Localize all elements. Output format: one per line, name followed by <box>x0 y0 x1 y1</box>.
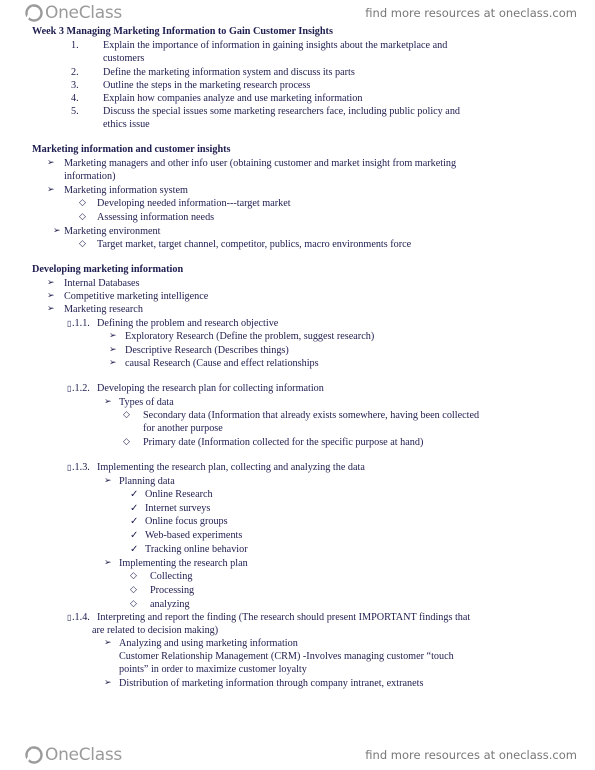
list-item: Tracking online behavior <box>145 544 248 555</box>
bullet-text: Marketing environment <box>64 226 161 237</box>
objective-number: 5. <box>71 106 79 117</box>
missing-glyph-icon: ▯ <box>67 319 72 328</box>
checkmark-icon: ✓ <box>130 489 139 500</box>
bullet-text: information) <box>64 171 116 182</box>
objective-text: Explain the importance of information in gaining insights about the marketplace and <box>103 40 448 51</box>
bullet-text: Marketing research <box>64 304 143 315</box>
list-item: Exploratory Research (Define the problem, suggest research) <box>125 331 375 342</box>
bullet-text: Marketing managers and other info user (obtaining customer and market insight from marketing <box>64 158 457 169</box>
arrow-bullet-icon: ➢ <box>109 331 117 341</box>
arrow-bullet-icon: ➢ <box>104 638 112 648</box>
diamond-bullet-icon: ◇ <box>79 198 86 208</box>
diamond-bullet-icon: ◇ <box>123 410 130 420</box>
section-heading: Marketing information and customer insights <box>32 144 231 155</box>
arrow-bullet-icon: ➢ <box>47 278 55 288</box>
checkmark-icon: ✓ <box>130 544 139 555</box>
list-item: Processing <box>150 585 195 596</box>
logo-text: OneClass <box>45 3 122 23</box>
list-item: Analyzing and using marketing information <box>119 638 298 649</box>
missing-glyph-icon: ▯ <box>67 463 72 472</box>
subsection-number: .1.2. <box>72 383 90 394</box>
sub-bullet-text: Developing needed information---target market <box>97 198 291 209</box>
list-item: Planning data <box>119 476 175 487</box>
objective-number: 4. <box>71 93 79 104</box>
list-item: Collecting <box>150 571 193 582</box>
subsection-title: Interpreting and report the finding (The research should present IMPORTANT findings that <box>97 612 471 623</box>
objective-text: customers <box>103 53 145 64</box>
page-footer <box>0 742 595 768</box>
document-title: Week 3 Managing Marketing Information to Gain Customer Insights <box>32 26 333 37</box>
list-item: points” in order to maximize customer loyalty <box>119 664 307 675</box>
arrow-bullet-icon: ➢ <box>53 226 61 236</box>
subsection-title: Implementing the research plan, collecting and analyzing the data <box>97 462 365 473</box>
subsection-title: Defining the problem and research objective <box>97 318 279 329</box>
list-item: Online Research <box>145 489 213 500</box>
diamond-bullet-icon: ◇ <box>130 599 137 609</box>
objective-number: 2. <box>71 67 79 78</box>
oneclass-logo[interactable] <box>24 744 122 766</box>
diamond-bullet-icon: ◇ <box>79 239 86 249</box>
find-more-link[interactable]: find more resources at oneclass.com <box>365 748 577 762</box>
list-item: Internet surveys <box>145 503 211 514</box>
arrow-bullet-icon: ➢ <box>109 345 117 355</box>
list-item: Distribution of marketing information through company intranet, extranets <box>119 678 424 689</box>
arrow-bullet-icon: ➢ <box>47 291 55 301</box>
arrow-bullet-icon: ➢ <box>104 397 112 407</box>
arrow-bullet-icon: ➢ <box>47 158 55 168</box>
bullet-text: Internal Databases <box>64 278 140 289</box>
arrow-bullet-icon: ➢ <box>104 558 112 568</box>
subsection-number: .1.1. <box>72 318 90 329</box>
checkmark-icon: ✓ <box>130 516 139 527</box>
objective-number: 3. <box>71 80 79 91</box>
objective-text: Explain how companies analyze and use marketing information <box>103 93 363 104</box>
diamond-bullet-icon: ◇ <box>130 571 137 581</box>
subsection-title: are related to decision making) <box>92 625 219 636</box>
arrow-bullet-icon: ➢ <box>104 678 112 688</box>
diamond-bullet-icon: ◇ <box>79 212 86 222</box>
logo-text: OneClass <box>45 745 122 765</box>
list-item: Secondary data (Information that already exists somewhere, having been collected <box>143 410 480 421</box>
diamond-bullet-icon: ◇ <box>123 437 130 447</box>
sub-bullet-text: Assessing information needs <box>97 212 215 223</box>
objective-text: Discuss the special issues some marketing researchers face, including public policy and <box>103 106 461 117</box>
list-item: analyzing <box>150 599 190 610</box>
missing-glyph-icon: ▯ <box>67 384 72 393</box>
section-heading: Developing marketing information <box>32 264 184 275</box>
checkmark-icon: ✓ <box>130 530 139 541</box>
objective-text: ethics issue <box>103 119 150 130</box>
bullet-text: Competitive marketing intelligence <box>64 291 209 302</box>
arrow-bullet-icon: ➢ <box>47 185 55 195</box>
checkmark-icon: ✓ <box>130 503 139 514</box>
oneclass-logo-icon <box>24 745 44 765</box>
list-item: Types of data <box>119 397 174 408</box>
missing-glyph-icon: ▯ <box>67 613 72 622</box>
list-item: Online focus groups <box>145 516 228 527</box>
list-item: Primary date (Information collected for the specific purpose at hand) <box>143 437 424 448</box>
diamond-bullet-icon: ◇ <box>130 585 137 595</box>
objective-number: 1. <box>71 40 79 51</box>
list-item: Customer Relationship Management (CRM) -Involves managing customer “touch <box>119 651 454 662</box>
arrow-bullet-icon: ➢ <box>109 358 117 368</box>
objective-text: Define the marketing information system and discuss its parts <box>103 67 355 78</box>
arrow-bullet-icon: ➢ <box>47 304 55 314</box>
subsection-title: Developing the research plan for collecting information <box>97 383 324 394</box>
sub-bullet-text: Target market, target channel, competitor, publics, macro environments force <box>97 239 412 250</box>
arrow-bullet-icon: ➢ <box>104 476 112 486</box>
subsection-number: .1.3. <box>72 462 90 473</box>
list-item: Implementing the research plan <box>119 558 248 569</box>
bullet-text: Marketing information system <box>64 185 188 196</box>
list-item: for another purpose <box>143 423 223 434</box>
list-item: Web-based experiments <box>145 530 243 541</box>
find-more-link[interactable]: find more resources at oneclass.com <box>365 6 577 20</box>
list-item: Descriptive Research (Describes things) <box>125 345 289 356</box>
subsection-number: .1.4. <box>72 612 90 623</box>
list-item: causal Research (Cause and effect relationships <box>125 358 319 369</box>
objective-text: Outline the steps in the marketing research process <box>103 80 311 91</box>
